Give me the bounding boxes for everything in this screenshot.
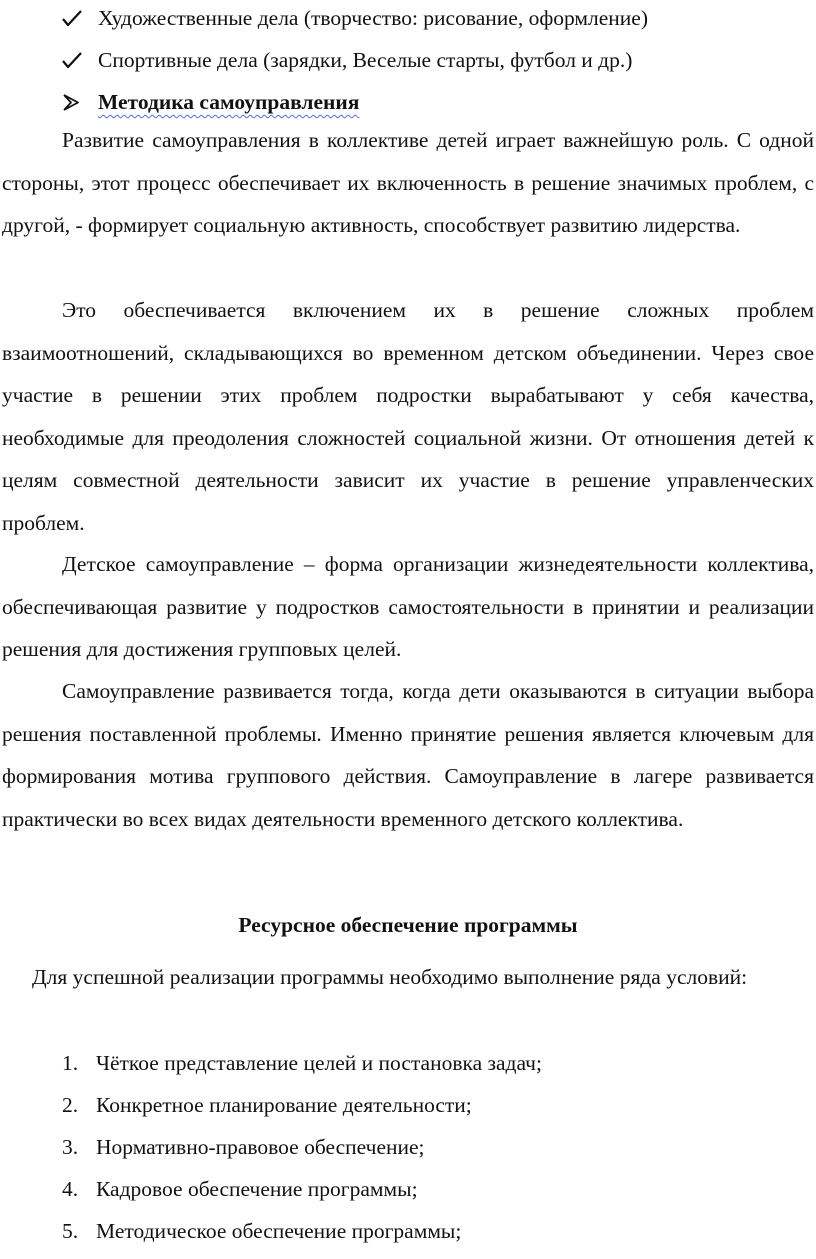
method-heading-text: Методика самоуправления	[98, 90, 360, 114]
list-item	[62, 1048, 542, 1078]
bullet-text: Спортивные дела (зарядки, Веселые старты, футбол и др.)	[98, 48, 633, 72]
list-item-text: Кадровое обеспечение программы;	[96, 1177, 418, 1201]
paragraph	[2, 670, 814, 840]
paragraph-text: Детское самоуправление – форма организации жизнедеятельности коллектива, обеспечивающая развитие у подростков самостоятельности в принятии и реализации решения для достижения групповых целей.	[2, 552, 814, 661]
list-number: 1.	[62, 1051, 79, 1075]
list-item-text: Чёткое представление целей и постановка задач;	[96, 1051, 542, 1075]
bullet-text: Художественные дела (творчество: рисование, оформление)	[98, 6, 649, 30]
list-item-text: Нормативно-правовое обеспечение;	[96, 1135, 425, 1159]
arrow-bullet-icon	[62, 87, 84, 117]
paragraph	[2, 289, 814, 544]
list-item	[62, 1090, 472, 1120]
paragraph-text: Самоуправление развивается тогда, когда дети оказываются в ситуации выбора решения поставленной проблемы. Именно принятие решения является ключевым для формирования мотива группового действия. Самоуправление в лагере развивается практически во всех видах деятельности временного детского коллектива.	[2, 679, 814, 831]
list-number: 3.	[62, 1135, 79, 1159]
list-item-text: Конкретное планирование деятельности;	[96, 1093, 472, 1117]
list-number: 4.	[62, 1177, 79, 1201]
paragraph-text: Развитие самоуправления в коллективе детей играет важнейшую роль. С одной стороны, этот процесс обеспечивает их включенность в решение значимых проблем, с другой, - формирует социальную активность, способствует развитию лидерства.	[2, 128, 814, 237]
bullet-item	[62, 45, 816, 75]
resources-intro-text: Для успешной реализации программы необходимо выполнение ряда условий:	[32, 965, 748, 989]
list-item	[62, 1216, 461, 1246]
bullet-item	[62, 3, 816, 33]
method-heading	[62, 87, 816, 117]
checkmark-icon	[62, 45, 84, 75]
checkmark-icon	[62, 3, 84, 33]
list-item	[62, 1174, 418, 1204]
list-number: 2.	[62, 1093, 79, 1117]
list-item	[62, 1132, 425, 1162]
section-title: Ресурсное обеспечение программы	[238, 913, 578, 937]
paragraph	[2, 543, 814, 671]
list-item-text: Методическое обеспечение программы;	[96, 1219, 462, 1243]
resources-intro	[2, 956, 814, 999]
paragraph-text: Это обеспечивается включением их в решение сложных проблем взаимоотношений, складывающихся во временном детском объединении. Через свое участие в решении этих проблем подростки вырабатывают у себя качества, необходимые для преодоления сложностей социальной жизни. От отношения детей к целям совместной деятельности зависит их участие в решение управленческих проблем.	[2, 298, 814, 535]
paragraph	[2, 119, 814, 247]
list-number: 5.	[62, 1219, 79, 1243]
